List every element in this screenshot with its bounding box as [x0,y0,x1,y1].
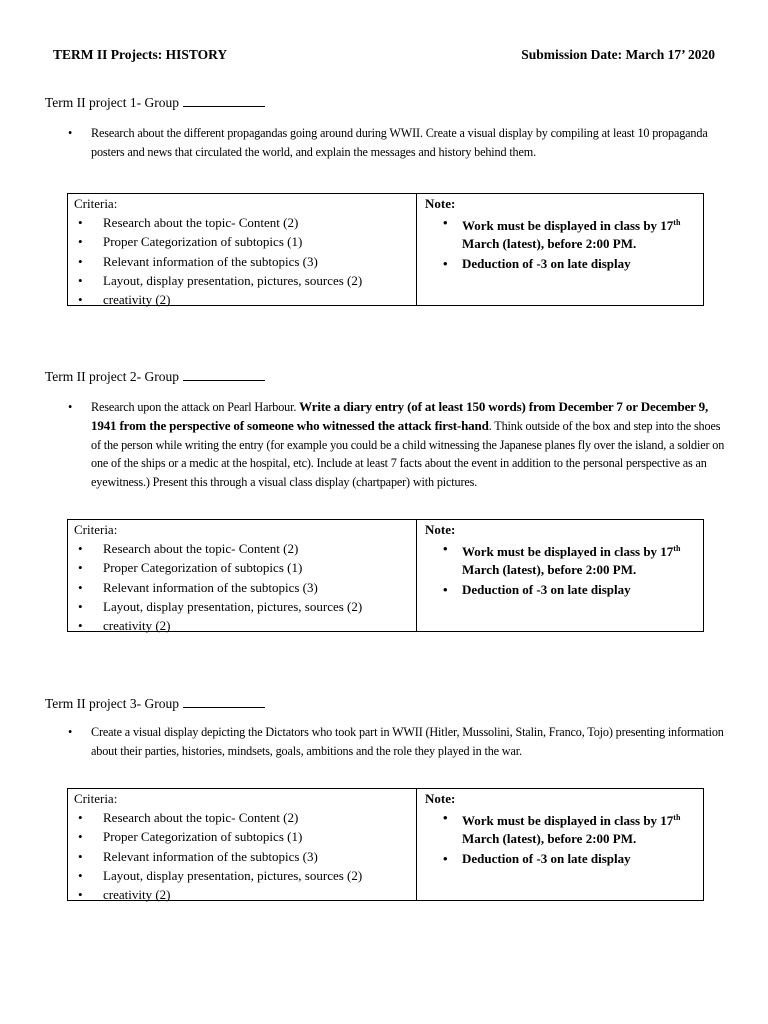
note-column [425,194,701,273]
header-title: TERM II Projects: HISTORY [53,47,228,62]
criteria-item: • Research about the topic- Content (2) [74,808,414,827]
note-heading: Note: [425,791,456,806]
note-heading: Note: [425,522,456,537]
criteria-item: • creativity (2) [74,885,414,904]
project-description: • Research about the different propagandas going around during WWII. Create a visual display by compiling at least 10 propaganda posters and news that circulated the world, and explain the messages and history behind them. [68,126,708,159]
criteria-item: • Layout, display presentation, pictures, sources (2) [74,597,414,616]
criteria-column [74,194,414,309]
project-title: Term II project 1- Group [45,94,265,111]
note-column [425,520,701,599]
criteria-item: • Relevant information of the subtopics (3) [74,578,414,597]
group-blank [183,368,265,381]
note-item: • Work must be displayed in class by 17th March (latest), before 2:00 PM. [425,214,701,253]
criteria-item: • Proper Categorization of subtopics (1) [74,558,414,577]
criteria-column [74,789,414,904]
criteria-table [67,193,704,306]
submission-date: Submission Date: March 17’ 2020 [521,47,715,62]
group-blank [183,94,265,107]
note-item: • Deduction of -3 on late display [425,850,701,868]
criteria-heading: Criteria: [74,791,118,806]
criteria-table [67,788,704,901]
criteria-item: • Proper Categorization of subtopics (1) [74,232,414,251]
project-description: • Create a visual display depicting the Dictators who took part in WWII (Hitler, Mussolini, Stalin, Franco, Tojo) presenting information about their parties, histories, mindsets, goals, ambitions and the role they played in the war. [68,725,724,758]
criteria-column [74,520,414,635]
project-description: • Research upon the attack on Pearl Harbour. Write a diary entry (of at least 150 words) from December 7 or December 9, 1941 from the perspective of someone who witnessed the attack first-hand. Think outside of the box and step into the shoes of the person while writing the entry (for example you could be a child witnessing the Japanese planes fly over the island, a soldier on one of the ships or a medic at the hospital, etc). Include at least 7 facts about the event in addition to the personal perspective as an eyewitness.) Present this through a visual class display (chartpaper) with pictures. [68,399,725,490]
criteria-item: • creativity (2) [74,290,414,309]
criteria-heading: Criteria: [74,196,118,211]
document-header [53,47,715,67]
criteria-item: • Layout, display presentation, pictures, sources (2) [74,866,414,885]
criteria-item: • Research about the topic- Content (2) [74,539,414,558]
criteria-item: • creativity (2) [74,616,414,635]
note-item: • Deduction of -3 on late display [425,581,701,599]
project-title: Term II project 2- Group [45,368,265,385]
project-title: Term II project 3- Group [45,695,265,712]
criteria-item: • Layout, display presentation, pictures, sources (2) [74,271,414,290]
note-heading: Note: [425,196,456,211]
note-item: • Work must be displayed in class by 17th March (latest), before 2:00 PM. [425,809,701,848]
criteria-item: • Research about the topic- Content (2) [74,213,414,232]
criteria-table [67,519,704,632]
criteria-item: • Relevant information of the subtopics (3) [74,252,414,271]
group-blank [183,695,265,708]
criteria-item: • Relevant information of the subtopics (3) [74,847,414,866]
note-item: • Work must be displayed in class by 17th March (latest), before 2:00 PM. [425,540,701,579]
criteria-heading: Criteria: [74,522,118,537]
criteria-item: • Proper Categorization of subtopics (1) [74,827,414,846]
note-column [425,789,701,868]
note-item: • Deduction of -3 on late display [425,255,701,273]
